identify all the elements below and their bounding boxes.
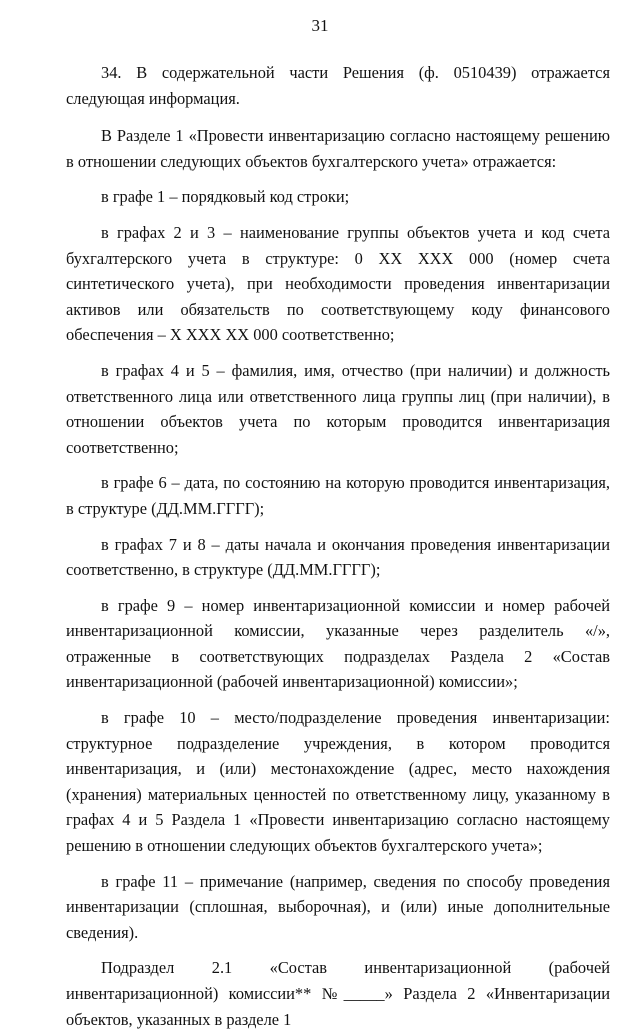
paragraph-columns-7-8: в графах 7 и 8 – даты начала и окончания проведения инвентаризации соответственно, в структуре (ДД.ММ.ГГГГ); [66,534,610,580]
paragraph-column-11: в графе 11 – примечание (например, сведения по способу проведения инвентаризации (сплошная, выборочная), и (или) иные дополнительные сведения). [66,871,610,942]
document-body [66,60,610,1032]
paragraph-columns-4-5: в графах 4 и 5 – фамилия, имя, отчество (при наличии) и должность ответственного лица или ответственного лица группы лиц (при наличии), в отношении объектов учета по которым проводится инвентаризация соответственно; [66,360,610,457]
paragraph-section-1-intro: В Разделе 1 «Провести инвентаризацию согласно настоящему решению в отношении следующих объектов бухгалтерского учета» отражается: [66,126,610,171]
paragraph-column-1: в графе 1 – порядковый код строки; [101,187,350,207]
paragraph-columns-2-3: в графах 2 и 3 – наименование группы объектов учета и код счета бухгалтерского учета в структуре: 0 XX XXX 000 (номер счета синтетического учета), при необходимости проведения инвентаризации активов или обязательств по соответствующему коду финансового обеспечения – X XXX XX 000 соответственно; [66,222,610,345]
paragraph-column-6: в графе 6 – дата, по состоянию на которую проводится инвентаризация, в структуре (ДД.ММ.ГГГГ); [66,473,610,518]
paragraph-item-34: 34. В содержательной части Решения (ф. 0510439) отражается следующая информация. [66,63,610,108]
page-number: 31 [311,16,329,35]
paragraph-column-10: в графе 10 – место/подразделение проведения инвентаризации: структурное подразделение учреждения, в котором проводится инвентаризация, и (или) местонахождение (адрес, место нахождения (хранения) материальных ценностей по ответственному лицу, указанному в графах 4 и 5 Раздела 1 «Провести инвентаризацию согласно настоящему решению в отношении следующих объектов бухгалтерского учета»; [66,708,610,856]
paragraph-column-9: в графе 9 – номер инвентаризационной комиссии и номер рабочей инвентаризационной комиссии, указанные через разделитель «/», отраженные в соответствующих подразделах Раздела 2 «Состав инвентаризационной (рабочей инвентаризационной) комиссии»; [66,595,610,692]
paragraph-subsection-2-1: Подраздел 2.1 «Состав инвентаризационной (рабочей инвентаризационной) комиссии** №_____» Раздела 2 «Инвентаризации объектов, указанных в разделе 1 [66,958,610,1029]
